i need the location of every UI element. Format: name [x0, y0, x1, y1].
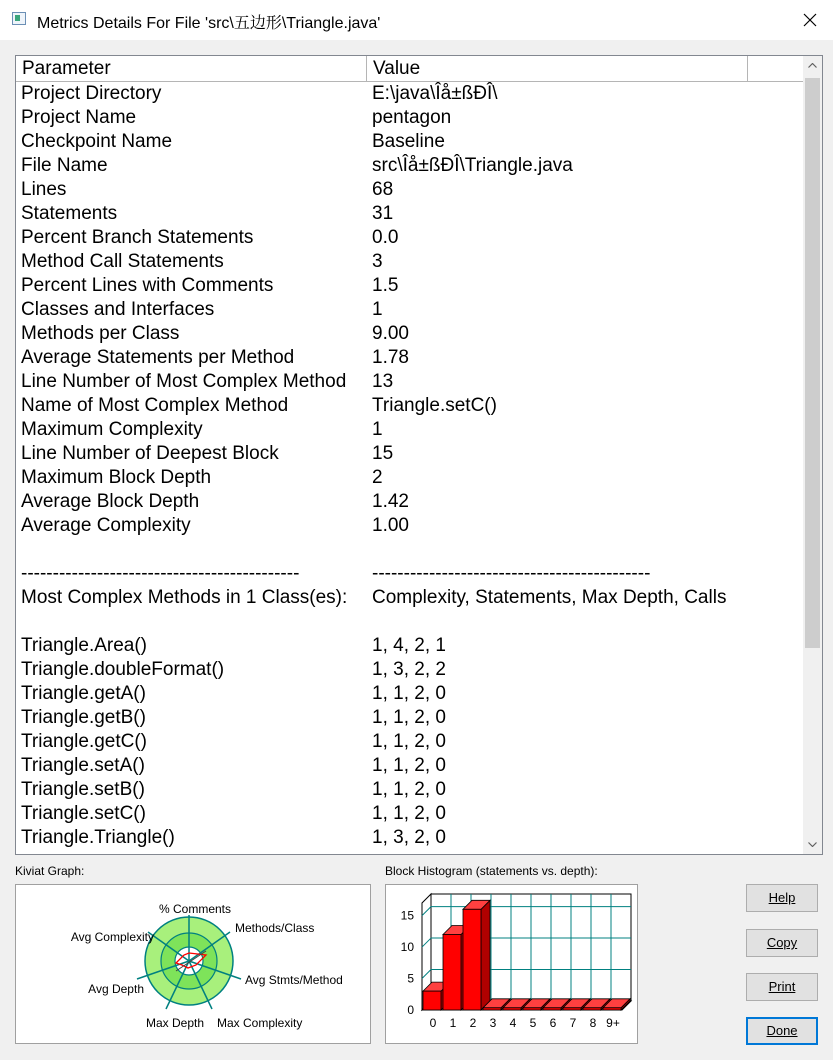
histogram-bar	[583, 1008, 601, 1010]
parameter-cell: Triangle.doubleFormat()	[21, 659, 225, 680]
parameter-cell: Project Name	[21, 107, 137, 128]
value-cell: 1, 3, 2, 0	[372, 827, 446, 848]
histogram-bar	[483, 1008, 501, 1010]
vertical-scrollbar[interactable]	[803, 56, 822, 854]
table-row[interactable]	[16, 130, 804, 154]
kiviat-axis-label: Max Depth	[145, 1016, 204, 1030]
table-row[interactable]	[16, 586, 804, 610]
chevron-down-icon	[808, 842, 817, 847]
block-histogram-panel	[385, 884, 638, 1044]
table-row[interactable]	[16, 754, 804, 778]
table-row[interactable]	[16, 610, 804, 634]
parameter-cell: Triangle.getB()	[21, 707, 146, 728]
value-cell: 1.00	[372, 515, 409, 536]
parameter-cell: Lines	[21, 179, 67, 200]
table-row[interactable]	[16, 250, 804, 274]
histogram-x-tick-label: 4	[509, 1016, 517, 1030]
histogram-bar	[563, 1008, 581, 1010]
chevron-up-icon	[808, 63, 817, 68]
value-cell: Complexity, Statements, Max Depth, Calls	[372, 587, 727, 608]
table-row[interactable]	[16, 346, 804, 370]
histogram-x-tick-label: 8	[589, 1016, 597, 1030]
histogram-x-tick-label: 2	[469, 1016, 477, 1030]
value-cell: 1, 3, 2, 2	[372, 659, 446, 680]
histogram-bar-side	[481, 900, 490, 1010]
value-cell: 9.00	[372, 323, 409, 344]
kiviat-graph	[16, 885, 370, 1043]
print-button[interactable]	[746, 973, 818, 1001]
table-row[interactable]	[16, 370, 804, 394]
histogram-x-tick-label: 5	[529, 1016, 537, 1030]
value-cell: 1, 1, 2, 0	[372, 803, 446, 824]
histogram-bar	[463, 909, 481, 1010]
parameter-cell: Method Call Statements	[21, 251, 224, 272]
parameter-cell: --------------------------------------------	[21, 563, 300, 584]
value-cell: --------------------------------------------	[372, 563, 651, 584]
table-row[interactable]	[16, 634, 804, 658]
table-row[interactable]	[16, 298, 804, 322]
histogram-x-tick-label: 0	[429, 1016, 437, 1030]
value-cell: 15	[372, 443, 394, 464]
value-cell: 1	[372, 419, 383, 440]
histogram-bar	[443, 934, 461, 1010]
help-button-label: Help	[768, 890, 796, 905]
histogram-bar	[503, 1008, 521, 1010]
parameter-cell: Project Directory	[21, 83, 162, 104]
value-cell: 1, 1, 2, 0	[372, 779, 446, 800]
table-row[interactable]	[16, 322, 804, 346]
table-row[interactable]	[16, 418, 804, 442]
block-histogram-chart	[386, 885, 637, 1043]
kiviat-axis-label: Avg Depth	[88, 982, 144, 996]
value-cell: 3	[372, 251, 383, 272]
value-cell: 1	[372, 299, 383, 320]
value-cell: pentagon	[372, 107, 452, 128]
table-row[interactable]	[16, 562, 804, 586]
parameter-cell: Triangle.setB()	[21, 779, 145, 800]
table-row[interactable]	[16, 514, 804, 538]
histogram-bar	[603, 1008, 621, 1010]
histogram-x-tick-label: 6	[549, 1016, 557, 1030]
value-cell: Triangle.setC()	[372, 395, 497, 416]
parameter-cell: Percent Branch Statements	[21, 227, 254, 248]
table-row[interactable]	[16, 274, 804, 298]
parameter-cell: Triangle.Area()	[21, 635, 148, 656]
table-row[interactable]	[16, 538, 804, 562]
value-cell: 31	[372, 203, 394, 224]
kiviat-graph-label: Kiviat Graph:	[15, 864, 85, 878]
value-cell: Baseline	[372, 131, 445, 152]
histogram-bar	[523, 1008, 541, 1010]
column-header-value[interactable]: Value	[367, 56, 748, 82]
parameter-cell: Triangle.getA()	[21, 683, 146, 704]
parameter-cell: File Name	[21, 155, 108, 176]
histogram-y-tick-label: 0	[407, 1003, 414, 1017]
app-icon	[12, 12, 26, 25]
parameter-cell: Average Block Depth	[21, 491, 200, 512]
table-row[interactable]	[16, 202, 804, 226]
table-row[interactable]	[16, 442, 804, 466]
table-row[interactable]	[16, 826, 804, 850]
parameter-cell: Triangle.Triangle()	[21, 827, 175, 848]
parameter-cell: Percent Lines with Comments	[21, 275, 274, 296]
table-row[interactable]	[16, 466, 804, 490]
histogram-y-tick-label: 15	[400, 908, 414, 923]
help-button[interactable]	[746, 884, 818, 912]
table-row[interactable]	[16, 682, 804, 706]
value-cell: 1, 1, 2, 0	[372, 683, 446, 704]
parameter-cell: Average Complexity	[21, 515, 191, 536]
scroll-down-button[interactable]	[803, 835, 822, 854]
value-cell: 1.78	[372, 347, 409, 368]
table-row[interactable]	[16, 82, 804, 106]
value-cell: 1.5	[372, 275, 399, 296]
parameter-cell: Name of Most Complex Method	[21, 395, 289, 416]
window-title: Metrics Details For File 'src\五边形\Triangle.java'	[37, 15, 381, 32]
value-cell: 1, 1, 2, 0	[372, 707, 446, 728]
histogram-bar	[543, 1008, 561, 1010]
histogram-y-tick-label: 10	[400, 940, 414, 955]
parameter-cell: Line Number of Deepest Block	[21, 443, 279, 464]
histogram-x-tick-label: 3	[489, 1016, 497, 1030]
table-row[interactable]	[16, 658, 804, 682]
histogram-x-tick-label: 7	[569, 1016, 577, 1030]
table-row[interactable]	[16, 490, 804, 514]
kiviat-axis-label: Avg Stmts/Method	[245, 973, 343, 987]
table-row[interactable]	[16, 394, 804, 418]
scroll-up-button[interactable]	[803, 56, 822, 75]
parameter-cell: Most Complex Methods in 1 Class(es):	[21, 587, 348, 608]
value-cell: 1, 1, 2, 0	[372, 731, 446, 752]
parameter-cell: Methods per Class	[21, 323, 180, 344]
kiviat-axis-label: Max Complexity	[217, 1016, 303, 1030]
kiviat-axis-label: Methods/Class	[235, 921, 315, 935]
histogram-y-tick-label: 5	[407, 971, 414, 986]
table-row[interactable]	[16, 106, 804, 130]
metrics-rows	[16, 82, 804, 850]
parameter-cell: Triangle.getC()	[21, 731, 148, 752]
print-button-label: Print	[768, 979, 796, 994]
scrollbar-thumb[interactable]	[805, 78, 820, 648]
close-button[interactable]	[787, 0, 833, 40]
parameter-cell: Triangle.setC()	[21, 803, 146, 824]
copy-button-label: Copy	[766, 935, 798, 950]
table-row[interactable]	[16, 706, 804, 730]
value-cell: 1, 4, 2, 1	[372, 635, 446, 656]
parameter-cell: Statements	[21, 203, 118, 224]
value-cell: E:\java\Îå±ßÐÎ\	[372, 83, 498, 104]
kiviat-axis-label: % Comments	[158, 902, 232, 916]
histogram-x-tick-label: 1	[449, 1016, 457, 1030]
histogram-x-tick-label: 9+	[606, 1016, 620, 1030]
value-cell: 1.42	[372, 491, 409, 512]
column-header-filler	[748, 56, 804, 82]
value-cell: src\Îå±ßÐÎ\Triangle.java	[372, 155, 573, 176]
title-bar[interactable]	[0, 0, 833, 40]
table-row[interactable]	[16, 154, 804, 178]
copy-button[interactable]	[746, 929, 818, 957]
parameter-cell: Triangle.setA()	[21, 755, 145, 776]
table-row[interactable]	[16, 730, 804, 754]
value-cell: 2	[372, 467, 383, 488]
value-cell: 13	[372, 371, 394, 392]
kiviat-graph-panel	[15, 884, 371, 1044]
metrics-list[interactable]	[15, 55, 823, 855]
done-button-label: Done	[766, 1023, 798, 1038]
parameter-cell: Checkpoint Name	[21, 131, 173, 152]
parameter-cell: Classes and Interfaces	[21, 299, 215, 320]
table-row[interactable]	[16, 226, 804, 250]
value-cell: 68	[372, 179, 394, 200]
block-histogram-label: Block Histogram (statements vs. depth):	[385, 864, 598, 878]
parameter-cell: Line Number of Most Complex Method	[21, 371, 347, 392]
close-icon	[803, 13, 817, 27]
parameter-cell: Maximum Block Depth	[21, 467, 212, 488]
table-row[interactable]	[16, 778, 804, 802]
table-row[interactable]	[16, 802, 804, 826]
kiviat-axis-label: Avg Complexity	[70, 930, 154, 944]
value-cell: 0.0	[372, 227, 399, 248]
column-header-parameter[interactable]: Parameter	[16, 56, 367, 82]
done-button[interactable]	[746, 1017, 818, 1045]
parameter-cell: Average Statements per Method	[21, 347, 295, 368]
parameter-cell: Maximum Complexity	[21, 419, 203, 440]
value-cell: 1, 1, 2, 0	[372, 755, 446, 776]
histogram-bar	[423, 991, 441, 1010]
table-row[interactable]	[16, 178, 804, 202]
